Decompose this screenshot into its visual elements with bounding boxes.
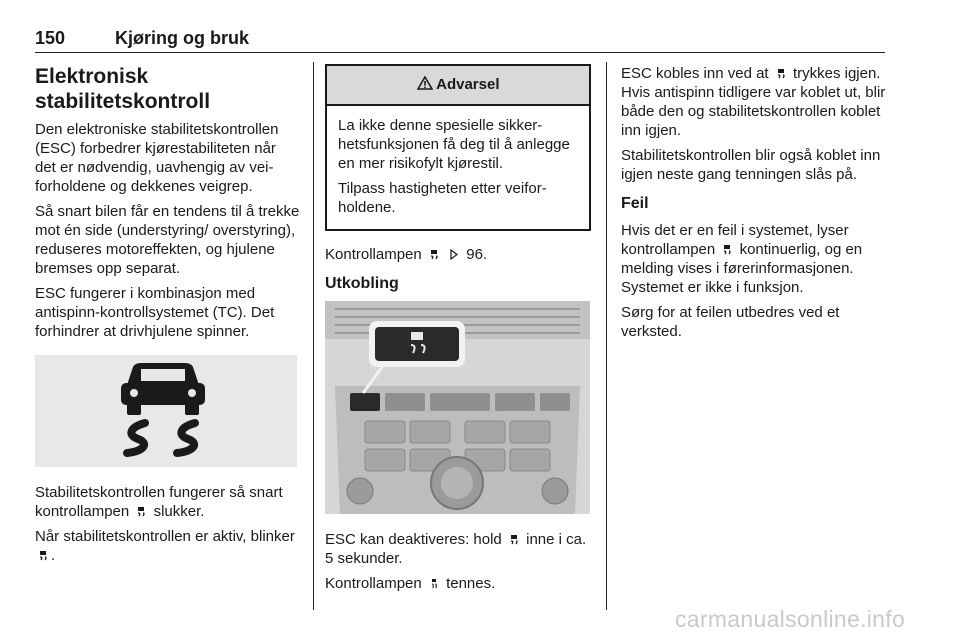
paragraph: ESC kobles inn ved at trykkes igjen. Hvis antispinn tidligere var koblet ut, blir både den og stabilitetskontrollen koblet inn igjen. bbox=[621, 65, 886, 139]
paragraph: Kontrollampen tennes. bbox=[325, 575, 496, 592]
paragraph: Den elektroniske stabilitetskontrollen (ESC) forbedrer kjørestabiliteten når det er nødvendig, uavhengig av veiforholdene og dekkenes veigrep. bbox=[35, 121, 279, 195]
esc-indicator-icon bbox=[722, 244, 732, 255]
paragraph: Stabilitetskontrollen fungerer så snart kontrollampen slukker. bbox=[35, 484, 283, 520]
warning-body bbox=[327, 106, 589, 229]
paragraph: Sørg for at feilen utbedres ved et verksted. bbox=[621, 304, 840, 340]
watermark: carmanualsonline.info bbox=[675, 606, 906, 632]
subheading: Utkobling bbox=[325, 275, 399, 292]
chapter-title: Kjøring og bruk bbox=[115, 28, 249, 48]
warning-title: Advarsel bbox=[436, 76, 500, 93]
esc-indicator-icon bbox=[509, 534, 519, 545]
esc-car-skid-icon bbox=[35, 355, 297, 467]
warning-triangle-icon bbox=[417, 76, 437, 93]
section-heading: Elektronisk stabilitetskontroll bbox=[35, 65, 211, 113]
esc-indicator-icon bbox=[776, 68, 786, 79]
esc-symbol-figure bbox=[35, 355, 297, 467]
paragraph: La ikke denne spesielle sikkerhetsfunksjonen få deg til å anlegge en mer risikofylt kjørestil. bbox=[338, 117, 570, 172]
paragraph: Tilpass hastigheten etter veiforholdene. bbox=[338, 180, 547, 216]
paragraph: ESC kan deaktiveres: hold inne i ca. 5 sekunder. bbox=[325, 531, 587, 567]
esc-indicator-icon bbox=[429, 249, 439, 260]
subheading: Feil bbox=[621, 195, 649, 212]
warning-box bbox=[325, 64, 591, 231]
center-console-photo bbox=[325, 301, 590, 514]
esc-indicator-icon bbox=[136, 506, 146, 517]
warning-header bbox=[327, 66, 589, 106]
paragraph: Stabilitetskontrollen blir også koblet inn igjen neste gang tenningen slås på. bbox=[621, 147, 881, 183]
paragraph: Når stabilitetskontrollen er aktiv, blinker . bbox=[35, 528, 295, 564]
paragraph: ESC fungerer i kombinasjon med antispinn-kontrollsystemet (TC). Det forhindrer at drivhjulene spinner. bbox=[35, 285, 275, 340]
cross-reference: Kontrollampen 96. bbox=[325, 246, 488, 263]
page-reference-arrow-icon bbox=[449, 249, 459, 260]
paragraph: Hvis det er en feil i systemet, lyser kontrollampen kontinuerlig, og en melding vises i førerinformasjonen. Systemet er ikke i funksjon. bbox=[621, 222, 863, 296]
esc-off-indicator-icon bbox=[429, 578, 439, 589]
column-2 bbox=[325, 64, 595, 599]
page-header bbox=[35, 28, 885, 53]
column-divider bbox=[313, 62, 314, 610]
page-number: 150 bbox=[35, 28, 66, 48]
column-3 bbox=[621, 64, 889, 347]
column-divider bbox=[606, 62, 607, 610]
esc-indicator-icon bbox=[38, 550, 48, 561]
paragraph: Så snart bilen får en tendens til å trekke mot én side (understyring/ overstyring), reduseres motoreffekten, og hjulene bremses opp separat. bbox=[35, 203, 300, 277]
column-1 bbox=[35, 64, 300, 571]
